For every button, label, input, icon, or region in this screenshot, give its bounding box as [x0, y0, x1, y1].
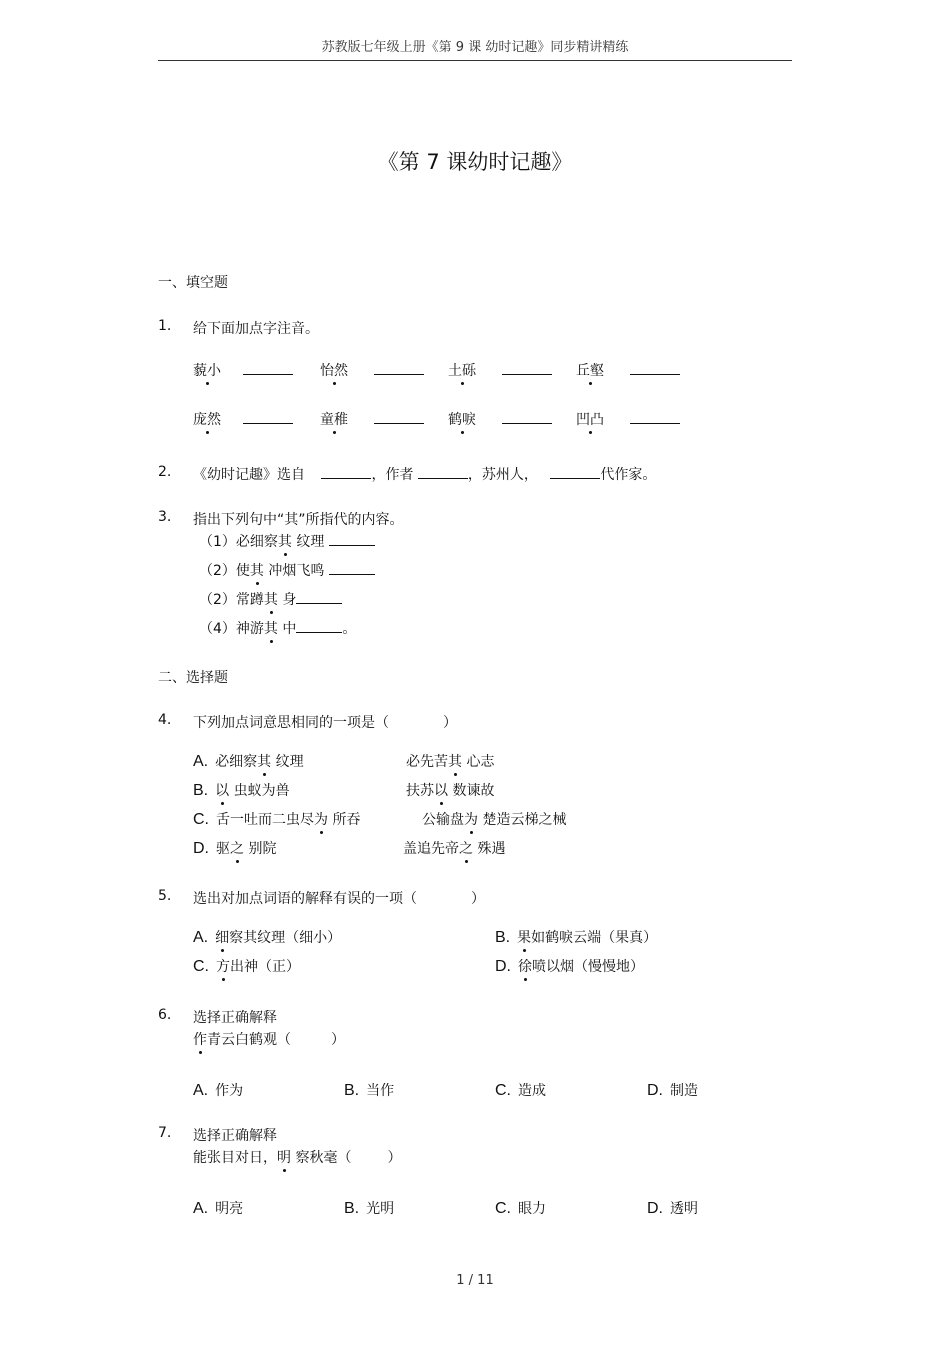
- option-text: 数谏故: [452, 783, 495, 799]
- dotted-char: 细: [215, 927, 229, 947]
- option-letter: A.: [193, 753, 209, 770]
- stem-text: 选出对加点词语的解释有误的一项（: [193, 891, 417, 907]
- option-text: 楚造云梯之械: [482, 812, 567, 828]
- option-letter: D.: [193, 840, 209, 857]
- dotted-char: 其: [264, 618, 278, 638]
- option-text: 透明: [670, 1201, 698, 1217]
- stem-text: ）: [331, 1032, 345, 1048]
- question-stem: [193, 464, 656, 484]
- header-divider: [158, 60, 792, 61]
- question-stem: 选择正确解释: [193, 1128, 277, 1144]
- sub-question: [199, 589, 342, 609]
- stem-text: 《幼时记趣》选自: [193, 467, 305, 483]
- option-text: 别院: [248, 841, 277, 857]
- option-d-compare: [403, 838, 505, 858]
- answer-blank: [502, 409, 552, 424]
- dotted-char: 其: [257, 751, 271, 771]
- option-c: [495, 1198, 546, 1218]
- sub-text: 冲烟飞鸣: [268, 563, 325, 579]
- option-c: [193, 809, 360, 829]
- question-number: 5.: [158, 888, 172, 904]
- option-letter: A.: [193, 929, 209, 946]
- question-number: 4.: [158, 712, 172, 728]
- pinyin-item: [448, 409, 552, 429]
- option-d: [647, 1080, 698, 1100]
- option-text: 公输盘: [422, 812, 464, 828]
- option-c: [495, 1080, 546, 1100]
- option-b: [495, 927, 657, 947]
- answer-blank: [296, 618, 342, 633]
- option-text: 察其纹理（细小）: [229, 930, 342, 946]
- option-text: 舌一吐而二虫尽: [216, 812, 314, 828]
- dotted-char: 果: [517, 927, 531, 947]
- option-text: 出神（正）: [230, 959, 300, 975]
- answer-blank: [502, 360, 552, 375]
- option-text: 所吞: [332, 812, 361, 828]
- option-letter: D.: [647, 1082, 663, 1099]
- sub-question: [199, 560, 375, 580]
- answer-blank: [374, 409, 424, 424]
- dotted-char: 徐: [518, 956, 532, 976]
- option-text: 如鹤唳云端（果真）: [531, 930, 658, 946]
- option-letter: C.: [495, 1082, 511, 1099]
- option-b-compare: [406, 780, 494, 800]
- option-text: 纹理: [275, 754, 304, 770]
- pinyin-item: [448, 360, 552, 380]
- question-stem: [193, 888, 485, 908]
- pinyin-item: [320, 409, 424, 429]
- dotted-char: 以: [215, 780, 229, 800]
- stem-text: ，苏州人，: [467, 467, 538, 483]
- option-b: [193, 780, 290, 800]
- stem-text: 察秋毫（: [295, 1150, 352, 1166]
- option-text: 盖追先帝: [403, 841, 459, 857]
- sub-text: （4）神游: [199, 621, 264, 637]
- dotted-char: 明: [277, 1147, 291, 1167]
- word-text: 怡然: [320, 360, 348, 380]
- option-letter: C.: [495, 1200, 511, 1217]
- dotted-char: 之: [230, 838, 244, 858]
- dotted-char: 作: [193, 1029, 207, 1049]
- question-number: 1.: [158, 318, 172, 334]
- option-a: [193, 751, 304, 771]
- sub-text: 纹理: [296, 534, 325, 550]
- answer-blank: [418, 464, 468, 479]
- section-heading-fill-in: 一、填空题: [158, 275, 228, 291]
- option-text: 虫蚁为兽: [233, 783, 290, 799]
- option-letter: A.: [193, 1200, 209, 1217]
- dotted-char: 其: [448, 751, 462, 771]
- dotted-char: 方: [216, 956, 230, 976]
- question-stem: 选择正确解释: [193, 1010, 277, 1026]
- option-letter: C.: [193, 958, 209, 975]
- stem-text: 代作家。: [600, 467, 657, 483]
- option-text: 驱: [216, 841, 230, 857]
- stem-text: ，作者: [371, 467, 414, 483]
- option-text: 喷以烟（慢慢地）: [532, 959, 644, 975]
- stem-text: ）: [443, 715, 457, 731]
- option-text: 扶苏: [406, 783, 434, 799]
- option-letter: B.: [193, 782, 209, 799]
- dotted-char: 其: [278, 531, 292, 551]
- question-number: 7.: [158, 1125, 172, 1141]
- section-heading-choice: 二、选择题: [158, 670, 228, 686]
- answer-blank: [550, 464, 600, 479]
- option-text: 光明: [366, 1201, 395, 1217]
- sub-text: （1）必细察: [199, 534, 278, 550]
- option-letter: A.: [193, 1082, 209, 1099]
- answer-blank: [243, 360, 293, 375]
- question-sentence: [193, 1147, 401, 1167]
- answer-blank: [329, 560, 375, 575]
- option-text: 制造: [670, 1083, 698, 1099]
- word-text: 藐小: [193, 360, 221, 380]
- option-c-compare: [422, 809, 566, 829]
- option-text: 当作: [366, 1083, 395, 1099]
- dotted-char: 为: [314, 809, 328, 829]
- question-number: 2.: [158, 464, 172, 480]
- pinyin-item: [193, 409, 293, 429]
- question-stem: 给下面加点字注音。: [193, 321, 319, 337]
- document-title: 《第 7 课幼时记趣》: [377, 150, 573, 174]
- option-a: [193, 1198, 243, 1218]
- question-number: 3.: [158, 509, 172, 525]
- stem-text: 能张目对日，: [193, 1150, 277, 1166]
- option-d: [495, 956, 644, 976]
- option-text: 必细察: [215, 754, 258, 770]
- word-text: 鹤唳: [448, 409, 476, 429]
- option-letter: B.: [344, 1200, 360, 1217]
- option-letter: D.: [495, 958, 511, 975]
- option-letter: B.: [495, 929, 511, 946]
- sub-question: [199, 618, 356, 638]
- option-letter: B.: [344, 1082, 360, 1099]
- pinyin-item: [320, 360, 424, 380]
- option-letter: C.: [193, 811, 209, 828]
- answer-blank: [630, 360, 680, 375]
- answer-blank: [630, 409, 680, 424]
- dotted-char: 其: [264, 589, 278, 609]
- page-header: 苏教版七年级上册《第 9 课 幼时记趣》同步精讲精练: [321, 40, 629, 55]
- option-text: 明亮: [215, 1201, 244, 1217]
- stem-text: ）: [471, 891, 485, 907]
- dotted-char: 其: [250, 560, 264, 580]
- option-a: [193, 1080, 243, 1100]
- sub-question: [199, 531, 375, 551]
- option-b: [344, 1080, 394, 1100]
- option-c: [193, 956, 300, 976]
- option-text: 必先苦: [406, 754, 448, 770]
- option-b: [344, 1198, 394, 1218]
- question-stem: 指出下列句中“其”所指代的内容。: [193, 512, 404, 528]
- pinyin-item: [193, 360, 293, 380]
- question-sentence: [193, 1029, 345, 1049]
- sub-text: 中: [282, 621, 297, 637]
- option-text: 心志: [466, 754, 495, 770]
- option-text: 作为: [215, 1083, 244, 1099]
- dotted-char: 为: [464, 809, 478, 829]
- pinyin-item: [576, 360, 680, 380]
- word-text: 丘壑: [576, 360, 604, 380]
- option-text: 造成: [518, 1083, 546, 1099]
- option-d: [647, 1198, 698, 1218]
- sub-text: （2）使: [199, 563, 250, 579]
- option-text: 眼力: [518, 1201, 546, 1217]
- pinyin-item: [576, 409, 680, 429]
- stem-text: 下列加点词意思相同的一项是（: [193, 715, 389, 731]
- word-text: 凹凸: [576, 409, 604, 429]
- stem-text: ）: [387, 1150, 402, 1166]
- answer-blank: [329, 531, 375, 546]
- question-stem: [193, 712, 457, 732]
- option-a: [193, 927, 341, 947]
- dotted-char: 以: [434, 780, 448, 800]
- answer-blank: [243, 409, 293, 424]
- dotted-char: 之: [459, 838, 473, 858]
- option-d: [193, 838, 276, 858]
- sub-text: 。: [342, 621, 357, 637]
- answer-blank: [374, 360, 424, 375]
- word-text: 土砾: [448, 360, 476, 380]
- answer-blank: [321, 464, 371, 479]
- option-a-compare: [406, 751, 494, 771]
- stem-text: 青云白鹤观（: [207, 1032, 291, 1048]
- answer-blank: [296, 589, 342, 604]
- page-number: 1 / 11: [456, 1273, 494, 1288]
- word-text: 庞然: [193, 409, 221, 429]
- option-text: 殊遇: [477, 841, 506, 857]
- sub-text: （2）常蹲: [199, 592, 264, 608]
- question-number: 6.: [158, 1007, 172, 1023]
- word-text: 童稚: [320, 409, 348, 429]
- sub-text: 身: [282, 592, 297, 608]
- option-letter: D.: [647, 1200, 663, 1217]
